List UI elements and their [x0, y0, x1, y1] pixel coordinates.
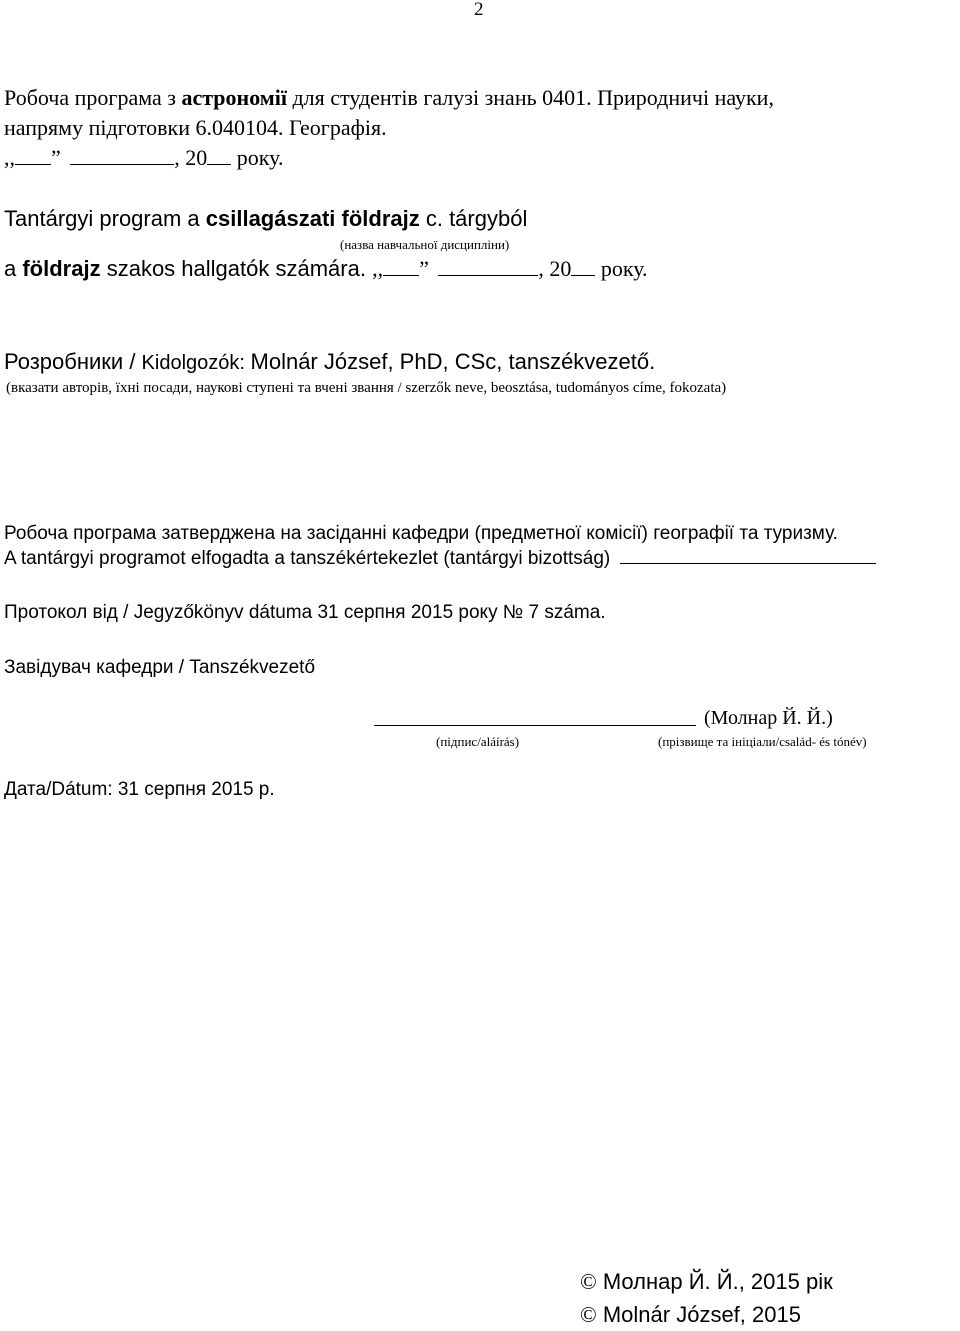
signature-caption-name: (прізвище та ініціали/család- és tónév): [658, 734, 867, 749]
copyright-icon: ©: [580, 1302, 597, 1327]
hu-date-quote-close: ”: [419, 256, 429, 281]
page-number: 2: [474, 0, 484, 20]
hu-program-line2: [4, 258, 648, 280]
developers-caption: (вказати авторів, їхні посади, наукові ступені та вчені звання / szerzők neve, beosztása, tudományos címe, fokozata): [6, 380, 727, 396]
signature-name: (Молнар Й. Й.): [704, 707, 833, 729]
copyright-line2: [580, 1304, 801, 1326]
ua-date-day-blank: [15, 163, 51, 165]
ua-program-line1: [4, 87, 774, 109]
copyright-icon: ©: [580, 1269, 597, 1294]
signature-line: [374, 725, 696, 726]
copyright-line2-text: Molnár József, 2015: [602, 1302, 801, 1327]
hu-program-subject: csillagászati földrajz: [205, 206, 420, 231]
approval-line-hu-text: A tantárgyi programot elfogadta a tanszékértekezlet (tantárgyi bizottság): [4, 548, 611, 569]
hu-date-comma-year: , 20: [538, 256, 572, 281]
hu-program-caption: (назва навчальної дисципліни): [340, 237, 510, 252]
developers-value: Molnár József, PhD, CSc, tanszékvezető.: [250, 349, 656, 374]
signature-caption-sign: (підпис/aláírás): [436, 734, 520, 749]
ua-program-line1-text: Робоча програма з: [4, 85, 182, 110]
ua-date-comma-year: , 20: [174, 145, 208, 170]
copyright-line1: [580, 1271, 833, 1293]
hu-date-year-blank: [571, 274, 595, 276]
developers-label-hu: Kidolgozók:: [141, 352, 251, 374]
hu-date-year-suffix: року.: [600, 256, 648, 281]
approval-committee-blank: [620, 562, 876, 564]
ua-date-year-suffix: року.: [236, 145, 284, 170]
hu-date-day-blank: [383, 274, 419, 276]
hu-date-month-blank: [438, 274, 538, 276]
approval-line-hu: [4, 549, 876, 568]
ua-program-line2: напряму підготовки 6.040104. Географія.: [4, 115, 387, 140]
hu-program-line2-rest: szakos hallgatók számára.: [100, 256, 366, 281]
head-of-department: Завідувач кафедри / Tanszékvezető: [4, 657, 316, 678]
hu-program-line2-text: a: [4, 256, 23, 281]
hu-date-quote-open: ,,: [372, 256, 384, 281]
hu-date: [372, 256, 647, 281]
hu-program-line1: [4, 208, 527, 230]
ua-program-line1-rest: для студентів галузі знань 0401. Природничі науки,: [286, 85, 774, 110]
ua-program-date-line: [4, 147, 283, 169]
copyright-line1-text: Молнар Й. Й., 2015 рік: [602, 1269, 833, 1294]
ua-program-subject: астрономії: [181, 85, 287, 110]
protocol-line: Протокол від / Jegyzőkönyv dátuma 31 серпня 2015 року № 7 száma.: [4, 602, 606, 623]
developers-label-ua: Розробники /: [4, 349, 142, 374]
hu-program-line1-rest: c. tárgyból: [419, 206, 528, 231]
developers-line: [4, 351, 655, 373]
ua-date-quote-close: ”: [51, 145, 61, 170]
approval-line-ua: Робоча програма затверджена на засіданні кафедри (предметної комісії) географії та туризму.: [4, 523, 838, 544]
ua-date-year-blank: [207, 163, 231, 165]
ua-date-month-blank: [70, 163, 174, 165]
hu-program-major: földrajz: [22, 256, 101, 281]
hu-program-line1-text: Tantárgyi program a: [4, 206, 206, 231]
date-line: Дата/Dátum: 31 серпня 2015 р.: [4, 779, 275, 800]
ua-date-quote-open: ,,: [4, 145, 15, 170]
